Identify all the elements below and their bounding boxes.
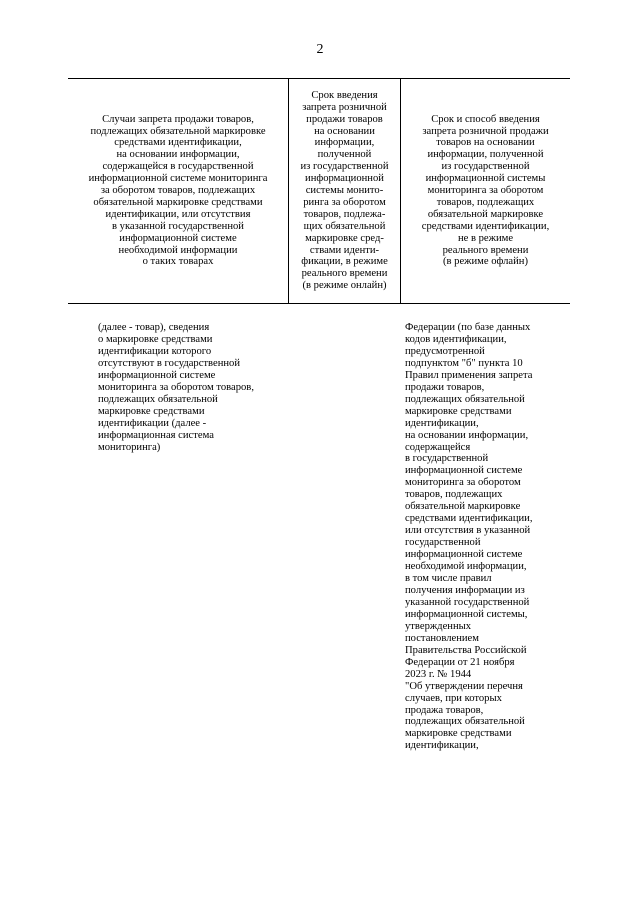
header-online-text: Срок введения запрета розничной продажи товаров на основании информации, полученной из государственной информационной системы монито- ринга за оборотом товаров, подлежа- щих обязательной маркировке сред- ствами иденти- фикации, в режиме реального времени (в режиме онлайн) (300, 89, 389, 292)
header-cell-cases (68, 79, 288, 303)
header-cell-online-deadline (289, 79, 400, 303)
body-cell-offline: Федерации (по базе данных кодов идентификации, предусмотренной подпунктом "б" пункта 10 Правил применения запрета продажи товаров, подлежащих обязательной маркировке средствами идентификации, на основании информации, содержащейся в государственной информационной системе мониторинга за оборотом товаров, подлежащих обязательной маркировке средствами идентификации, или отсутствия в указанной государственной информационной системе необходимой информации, в том числе правил получения информации из указанной государственной информационной системы, утвержденных постановлением Правительства Российской Федерации от 21 ноября 2023 г. № 1944 "Об утверждении перечня случаев, при которых продажа товаров, подлежащих обязательной маркировке средствами идентификации, (405, 322, 533, 752)
page-number: 2 (316, 42, 324, 57)
table-header (68, 78, 570, 304)
header-cases-text: Случаи запрета продажи товаров, подлежащих обязательной маркировке средствами идентификации, на основании информации, содержащейся в государственной информационной системе мониторинга за оборотом товаров, подлежащих обязательной маркировке средствами идентификации, или отсутствия в указанной государственной информационной системе необходимой информации о таких товарах (88, 113, 268, 268)
header-offline-text: Срок и способ введения запрета розничной продажи товаров на основании информации, полученной из государственной информационной системы мониторинга за оборотом товаров, подлежащих обязательной маркировке средствами идентификации, не в режиме реального времени (в режиме офлайн) (421, 113, 550, 268)
header-cell-offline-deadline (401, 79, 570, 303)
body-cell-cases: (далее - товар), сведения о маркировке средствами идентификации которого отсутствуют в государственной информационной системе мониторинга за оборотом товаров, подлежащих обязательной маркировке средствами идентификации (далее - информационная система мониторинга) (98, 322, 254, 453)
